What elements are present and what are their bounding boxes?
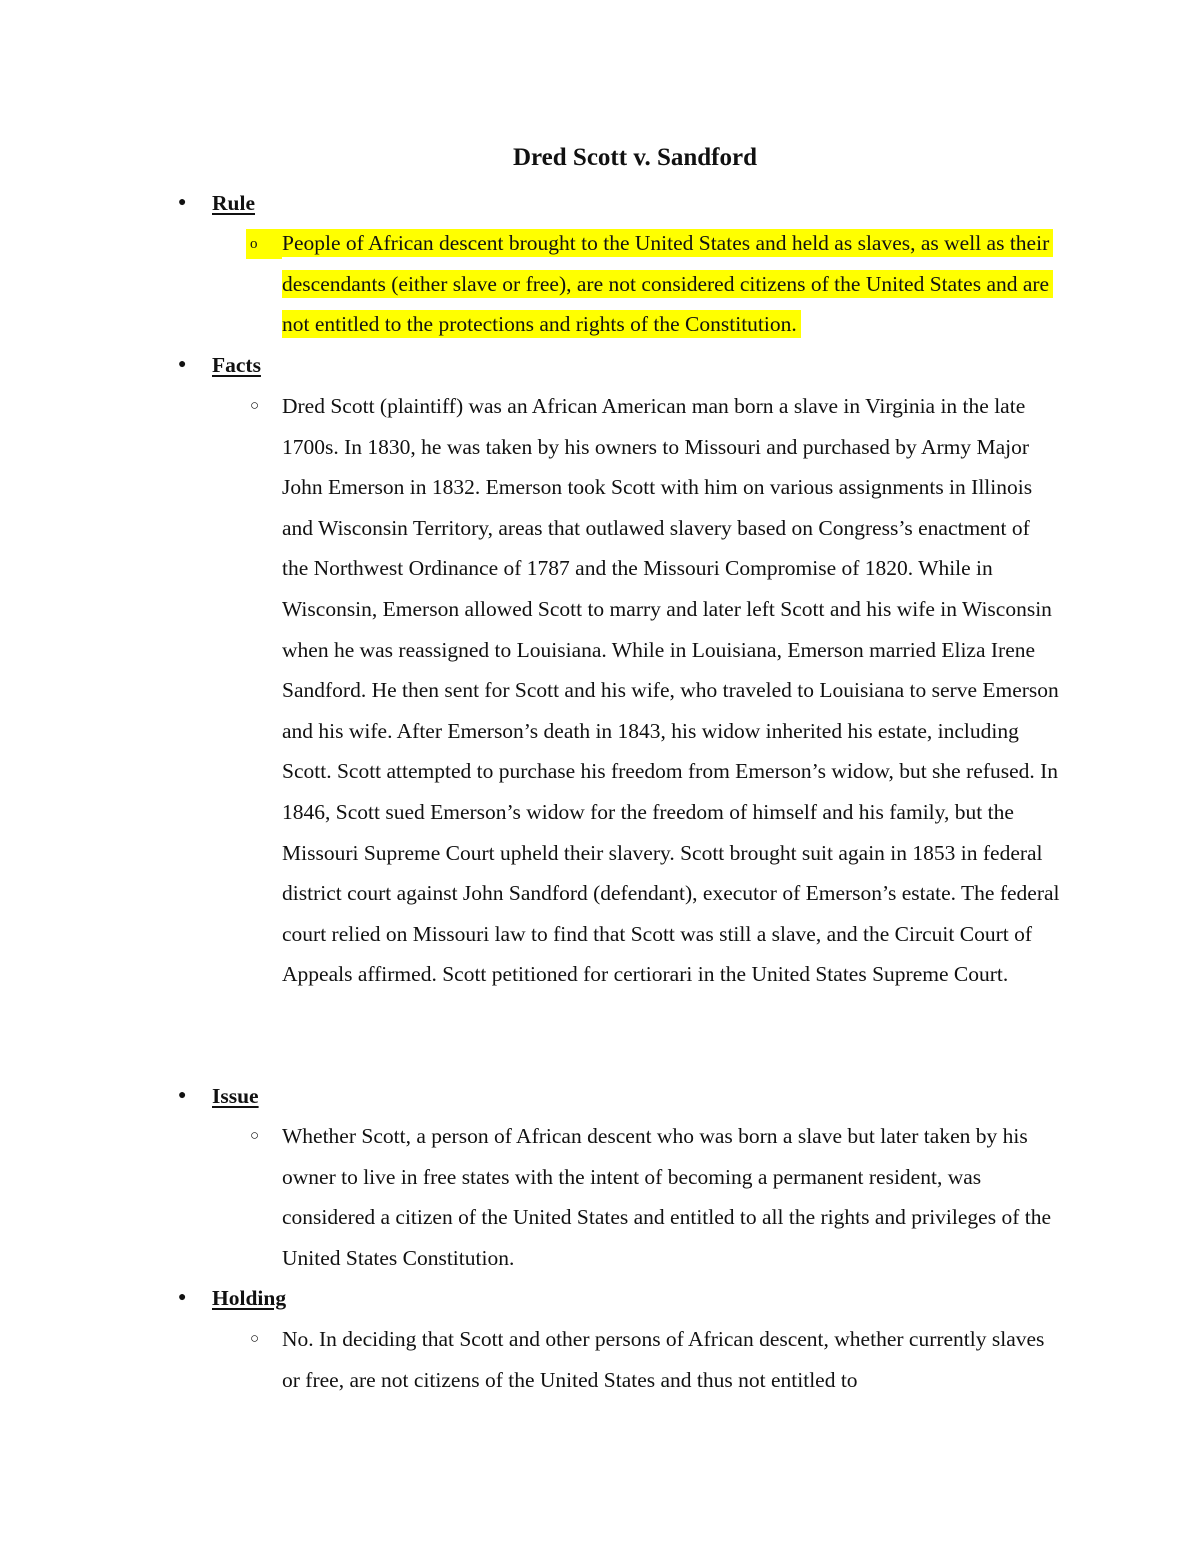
section-heading-holding [178, 1278, 286, 1318]
section-heading-label: Holding [212, 1286, 287, 1310]
section-heading-issue [178, 1076, 259, 1116]
section-heading-label: Issue [212, 1084, 259, 1108]
section-heading-label: Facts [212, 353, 261, 377]
bullet-icon: ● [178, 195, 187, 210]
section-text-issue: Whether Scott, a person of African descent who was born a slave but later taken by his owner to live in free states with the intent of becoming a permanent resident, was considered a citizen of the United States and entitled to all the rights and privileges of the United States Constitution. [282, 1124, 1051, 1270]
section-item-rule [246, 223, 1056, 345]
section-heading-facts [178, 345, 261, 385]
section-heading-label: Rule [212, 191, 255, 215]
sub-bullet-icon: ○ [250, 1331, 260, 1347]
sub-bullet-icon: ○ [250, 398, 260, 414]
section-text-rule [282, 223, 1056, 345]
section-item-holding [250, 1319, 1060, 1400]
bullet-icon: ● [178, 1290, 187, 1305]
bullet-icon: ● [178, 357, 187, 372]
section-text-holding: No. In deciding that Scott and other persons of African descent, whether currently slaves or free, are not citizens of the United States and thus not entitled to [282, 1327, 1045, 1392]
sub-bullet-icon: o [246, 229, 282, 259]
document-title: Dred Scott v. Sandford [512, 144, 757, 171]
sub-bullet-icon: ○ [250, 1128, 260, 1144]
section-item-facts [250, 386, 1060, 995]
bullet-icon: ● [178, 1088, 187, 1103]
highlighted-text: People of African descent brought to the United States and held as slaves, as well as their descendants (either slave or free), are not considered citizens of the United States and are not entitled to the protections and rights of the Constitution. [282, 229, 1053, 338]
section-text-facts: Dred Scott (plaintiff) was an African American man born a slave in Virginia in the late 1700s. In 1830, he was taken by his owners to Missouri and purchased by Army Major John Emerson in 1832. Emerson took Scott with him on various assignments in Illinois and Wisconsin Territory, areas that outlawed slavery based on Congress’s enactment of the Northwest Ordinance of 1787 and the Missouri Compromise of 1820. While in Wisconsin, Emerson allowed Scott to marry and later left Scott and his wife in Wisconsin when he was reassigned to Louisiana. While in Louisiana, Emerson married Eliza Irene Sandford. He then sent for Scott and his wife, who traveled to Louisiana to serve Emerson and his wife. After Emerson’s death in 1843, his widow inherited his estate, including Scott. Scott attempted to purchase his freedom from Emerson’s widow, but she refused. In 1846, Scott sued Emerson’s widow for the freedom of himself and his family, but the Missouri Supreme Court upheld their slavery. Scott brought suit again in 1853 in federal district court against John Sandford (defendant), executor of Emerson’s estate. The federal court relied on Missouri law to find that Scott was still a slave, and the Circuit Court of Appeals affirmed. Scott petitioned for certiorari in the United States Supreme Court. [282, 394, 1060, 987]
section-heading-rule [178, 183, 255, 223]
section-item-issue [250, 1116, 1060, 1278]
